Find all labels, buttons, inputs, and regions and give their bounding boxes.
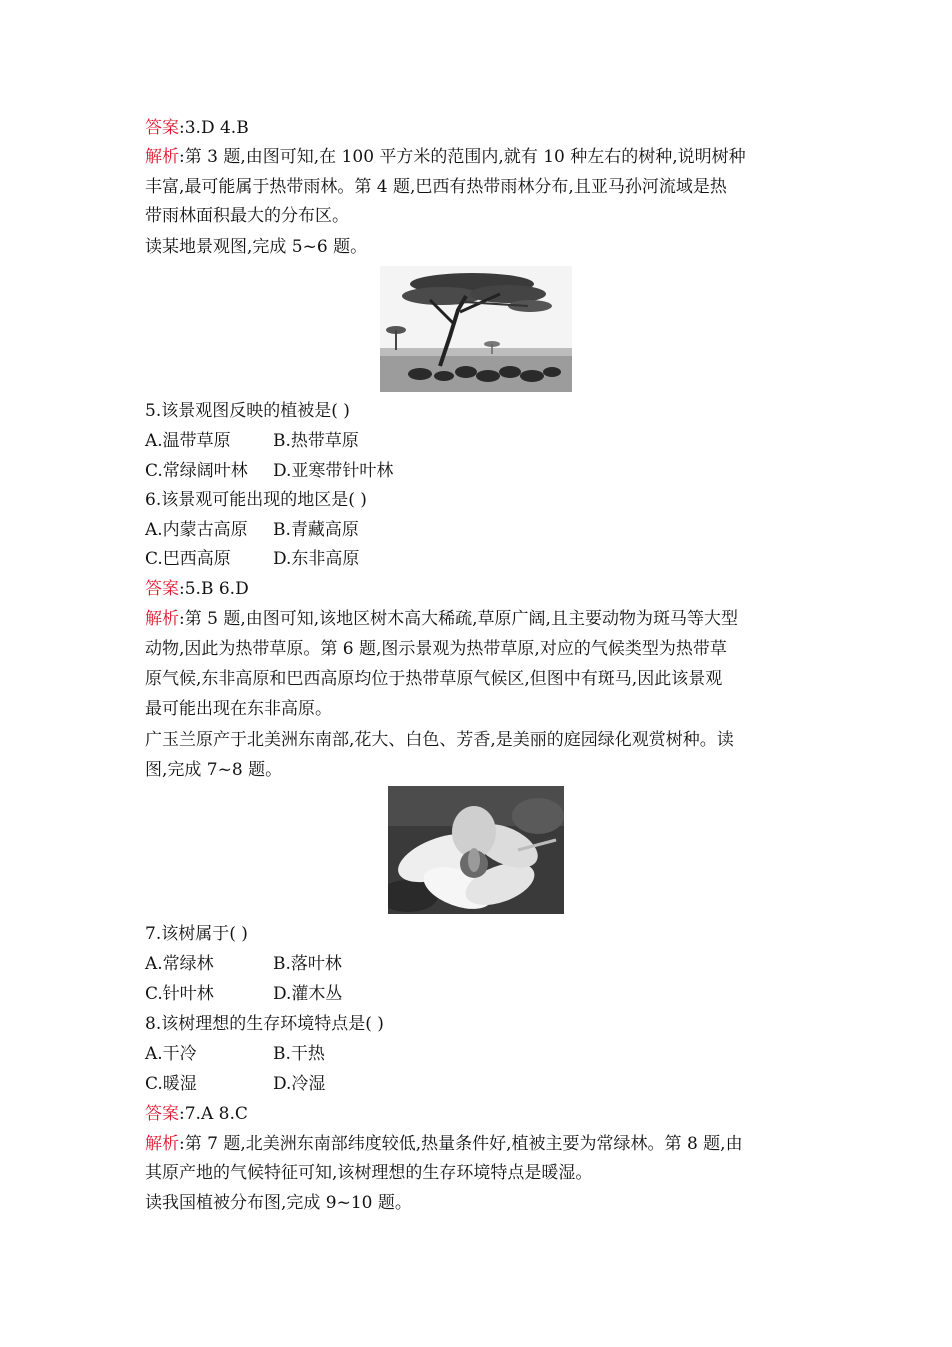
option-a: A.温带草原 [145,431,231,451]
answer-text: :3.D 4.B [179,118,249,138]
analysis-text: :第 7 题,北美洲东南部纬度较低,热量条件好,植被主要为常绿林。第 8 题,由 [179,1134,743,1154]
option-d: D.东非高原 [273,549,360,569]
analysis-line: 动物,因此为热带草原。第 6 题,图示景观为热带草原,对应的气候类型为热带草 [145,639,727,659]
question-7-stem: 7.该树属于( ) [145,924,248,944]
analysis-line: 其原产地的气候特征可知,该树理想的生存环境特点是暖湿。 [145,1163,593,1183]
question-5-options-row-2 [145,460,393,482]
analysis-line: 最可能出现在东非高原。 [145,699,332,719]
question-8-options-row-2 [145,1073,325,1095]
option-c: C.暖湿 [145,1074,197,1094]
question-intro: 读我国植被分布图,完成 9~10 题。 [145,1193,412,1213]
answer-text: :5.B 6.D [179,579,249,599]
question-6-stem: 6.该景观可能出现的地区是( ) [145,490,367,510]
analysis-label: 解析 [145,1134,179,1154]
question-5-options-row-1 [145,430,359,452]
analysis-line [145,146,746,168]
magnolia-flower-photo [388,786,564,914]
answer-label: 答案 [145,1104,179,1124]
option-b: B.落叶林 [273,954,342,974]
question-intro: 图,完成 7~8 题。 [145,760,283,780]
option-d: D.亚寒带针叶林 [273,461,394,481]
analysis-text: :第 3 题,由图可知,在 100 平方米的范围内,就有 10 种左右的树种,说明树种 [179,147,746,167]
option-c: C.巴西高原 [145,549,231,569]
answer-line-3 [145,1103,248,1125]
question-8-stem: 8.该树理想的生存环境特点是( ) [145,1014,384,1034]
option-b: B.热带草原 [273,431,359,451]
option-a: A.干冷 [145,1044,197,1064]
option-d: D.冷湿 [273,1074,326,1094]
savanna-landscape-photo [380,266,572,392]
question-8-options-row-1 [145,1043,325,1065]
option-d: D.灌木丛 [273,984,343,1004]
analysis-line: 丰富,最可能属于热带雨林。第 4 题,巴西有热带雨林分布,且亚马孙河流域是热 [145,177,727,197]
question-7-options-row-2 [145,983,342,1005]
answer-label: 答案 [145,118,179,138]
option-b: B.干热 [273,1044,325,1064]
question-intro: 读某地景观图,完成 5~6 题。 [145,237,368,257]
option-c: C.常绿阔叶林 [145,461,248,481]
analysis-text: :第 5 题,由图可知,该地区树木高大稀疏,草原广阔,且主要动物为斑马等大型 [179,609,738,629]
analysis-line [145,1133,743,1155]
question-6-options-row-1 [145,519,359,541]
analysis-line [145,608,738,630]
question-6-options-row-2 [145,548,359,570]
question-5-stem: 5.该景观图反映的植被是( ) [145,401,350,421]
option-a: A.内蒙古高原 [145,520,248,540]
analysis-line: 原气候,东非高原和巴西高原均位于热带草原气候区,但图中有斑马,因此该景观 [145,669,723,689]
option-b: B.青藏高原 [273,520,359,540]
answer-label: 答案 [145,579,179,599]
question-intro: 广玉兰原产于北美洲东南部,花大、白色、芳香,是美丽的庭园绿化观赏树种。读 [145,730,734,750]
analysis-label: 解析 [145,609,179,629]
option-a: A.常绿林 [145,954,214,974]
analysis-label: 解析 [145,147,179,167]
option-c: C.针叶林 [145,984,214,1004]
analysis-line: 带雨林面积最大的分布区。 [145,206,349,226]
answer-text: :7.A 8.C [179,1104,248,1124]
answer-line-1 [145,117,249,139]
answer-line-2 [145,578,249,600]
question-7-options-row-1 [145,953,342,975]
